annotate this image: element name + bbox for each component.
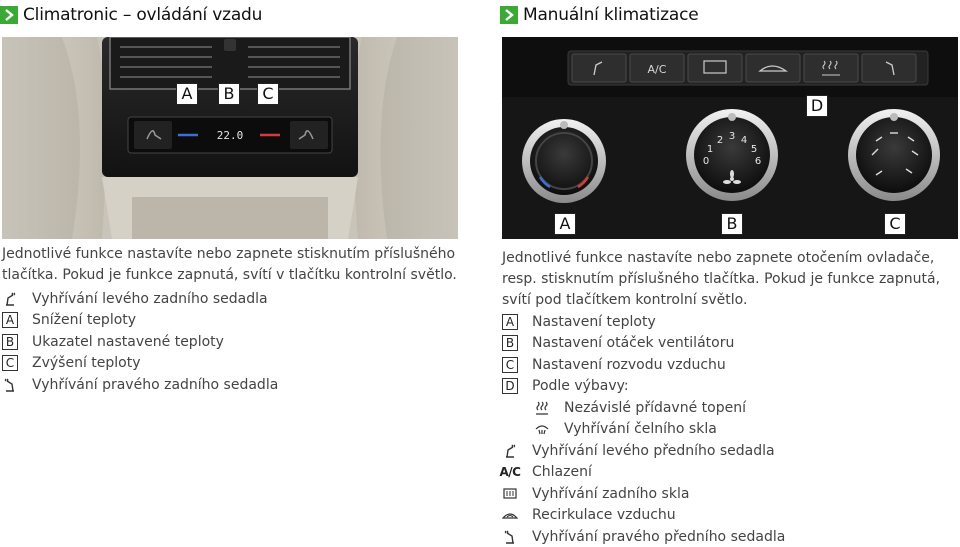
windscreen-heat-icon <box>534 421 550 437</box>
list-item: Vyhřívání levého zadního sedadla <box>2 288 458 310</box>
callout-b: B <box>218 83 240 105</box>
seat-heat-right-icon <box>2 377 18 393</box>
list-item: B Ukazatel nastavené teploty <box>2 331 458 353</box>
chevron-right-icon <box>0 6 18 24</box>
callout-a: A <box>176 83 198 105</box>
intro-paragraph: Jednotlivé funkce nastavíte nebo zapnete stisknutím příslušného tlačítka. Pokud je funkce zapnutá, svítí v tlačítku kontrolní světlo. <box>2 246 457 283</box>
section-title: Climatronic – ovládání vzadu <box>23 5 263 25</box>
letter-marker: A <box>502 314 518 330</box>
fan-scale-3: 3 <box>728 131 736 142</box>
fan-scale-4: 4 <box>740 135 748 146</box>
list-item: C Nastavení rozvodu vzduchu <box>502 354 958 376</box>
list-item: C Zvýšení teploty <box>2 353 458 375</box>
list-item: B Nastavení otáček ventilátoru <box>502 333 958 355</box>
list-item: Vyhřívání pravého předního sedadla <box>502 526 958 547</box>
list-item: A/C Chlazení <box>499 464 592 481</box>
seat-heat-left-icon <box>2 291 18 307</box>
fan-scale-6: 6 <box>754 156 762 167</box>
letter-marker: C <box>502 357 518 373</box>
callout-c: C <box>257 83 279 105</box>
seat-heat-left-icon <box>502 443 518 459</box>
callout-a: A <box>554 213 576 235</box>
ac-button-label: A/C <box>647 63 667 76</box>
fan-scale-1: 1 <box>706 144 714 155</box>
legend-list <box>499 311 958 547</box>
aux-heater-icon <box>534 400 550 416</box>
letter-marker: C <box>2 355 18 371</box>
list-item: Vyhřívání levého předního sedadla <box>502 440 958 462</box>
intro-paragraph: Jednotlivé funkce nastavíte nebo zapnete otočením ovladače, resp. stisknutím příslušného tlačítka. Pokud je funkce zapnutá, svítí pod tlačítkem kontrolní světlo. <box>502 250 941 308</box>
manual-climate-section <box>499 0 960 545</box>
list-item: Vyhřívání čelního skla <box>502 419 958 441</box>
list-item: D Podle výbavy: <box>502 376 958 398</box>
fan-scale-0: 0 <box>702 156 710 167</box>
list-item: Recirkulace vzduchu <box>502 505 958 527</box>
section-title: Manuální klimatizace <box>523 5 699 25</box>
list-item: Vyhřívání zadního skla <box>502 483 958 505</box>
rear-climatronic-section <box>0 0 460 393</box>
recirculation-icon <box>502 507 518 523</box>
fan-scale-2: 2 <box>716 135 724 146</box>
climate-panel-photo <box>502 37 958 239</box>
list-item: Nezávislé přídavné topení <box>502 397 958 419</box>
callout-c: C <box>884 213 906 235</box>
rear-console-photo <box>2 37 458 239</box>
letter-marker: B <box>2 334 18 350</box>
letter-marker: B <box>502 335 518 351</box>
chevron-right-icon <box>500 6 518 24</box>
rear-window-heat-icon <box>502 486 518 502</box>
section-heading <box>500 0 960 30</box>
seat-heat-right-icon <box>502 529 518 545</box>
section-heading <box>0 0 460 30</box>
list-item: A Nastavení teploty <box>502 311 958 333</box>
legend-list <box>2 288 458 396</box>
ac-marker: A/C <box>499 465 521 480</box>
letter-marker: A <box>2 312 18 328</box>
letter-marker: D <box>502 378 518 394</box>
list-item: Vyhřívání pravého zadního sedadla <box>2 374 458 396</box>
temp-readout: 22.0 <box>216 129 244 142</box>
fan-scale-5: 5 <box>750 144 758 155</box>
callout-d: D <box>806 95 828 117</box>
callout-b: B <box>721 213 743 235</box>
list-item: A Snížení teploty <box>2 310 458 332</box>
